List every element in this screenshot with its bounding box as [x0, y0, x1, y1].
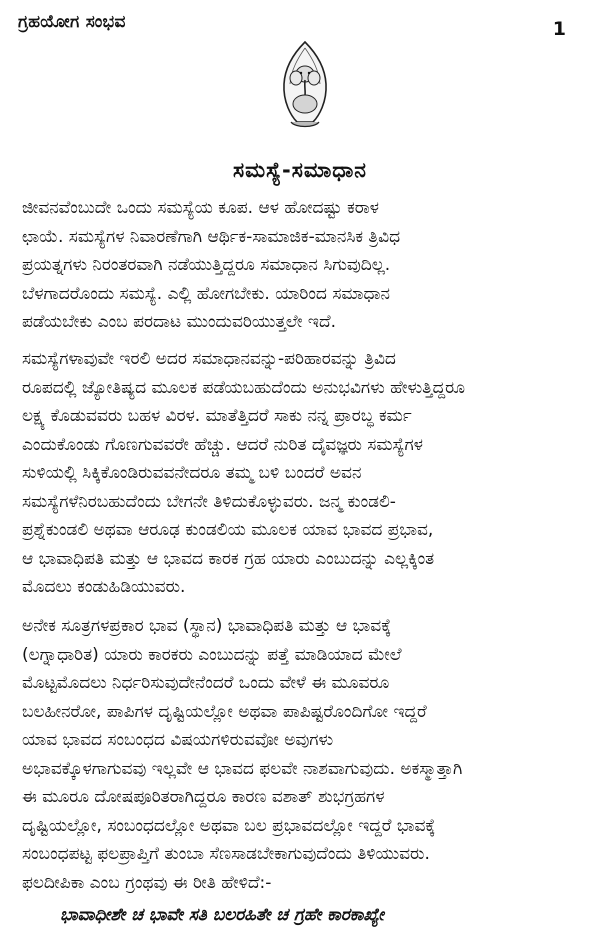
paragraph-line: ಅನೇಕ ಸೂತ್ರಗಳಪ್ರಕಾರ ಭಾವ (ಸ್ಥಾನ) ಭಾವಾಧಿಪತಿ ಮತ್ತು ಆ ಭಾವಕ್ಕೆ — [22, 616, 392, 636]
paragraph-line: ಸಂಬಂಧಪಟ್ಟ ಫಲಪ್ರಾಪ್ತಿಗೆ ತುಂಬಾ ಸೆಣಸಾಡಬೇಕಾಗುವುದೆಂದು ತಿಳಿಯುವರು. — [22, 844, 430, 864]
paragraph-line: ರೂಪದಲ್ಲಿ ಜ್ಯೋತಿಷ್ಯದ ಮೂಲಕ ಪಡೆಯಬಹುದೆಂದು ಅನುಭವಿಗಳು ಹೇಳುತ್ತಿದ್ದರೂ — [22, 377, 465, 398]
paragraph-line: (ಲಗ್ನಾಧಾರಿತ) ಯಾರು ಕಾರಕರು ಎಂಬುದನ್ನು ಪತ್ತೆ ಮಾಡಿಯಾದ ಮೇಲೆ — [22, 644, 402, 665]
paragraph-line: ಸುಳಿಯಲ್ಲಿ ಸಿಕ್ಕಿಕೊಂಡಿರುವವನೇದರೂ ತಮ್ಮ ಬಳಿ ಬಂದರೆ ಅವನ — [22, 463, 362, 483]
page-number: 1 — [552, 18, 566, 40]
sanskrit-verse: ಭಾವಾಧೀಶೇ ಚ ಭಾವೇ ಸತಿ ಬಲರಹಿತೇ ಚ ಗ್ರಹೇ ಕಾರಕಾಖ್ಯೇ — [60, 905, 384, 925]
paragraph-line: ಫಲದೀಪಿಕಾ ಎಂಬ ಗ್ರಂಥವು ಈ ರೀತಿ ಹೇಳಿದೆ:- — [22, 872, 272, 893]
paragraph-line: ಪ್ರಶ್ನೆಕುಂಡಲಿ ಅಥವಾ ಆರೂಢ ಕುಂಡಲಿಯ ಮೂಲಕ ಯಾವ ಭಾವದ ಪ್ರಭಾವ, — [22, 520, 434, 540]
paragraph-1 — [22, 194, 580, 337]
paragraph-line: ಬೆಳಗಾದರೊಂದು ಸಮಸ್ಯೆ. ಎಲ್ಲಿ ಹೋಗಬೇಕು. ಯಾರಿಂದ ಸಮಾಧಾನ — [22, 283, 390, 304]
paragraph-line: ಯಾವ ಭಾವದ ಸಂಬಂಧದ ವಿಷಯಗಳಿರುವವೋ ಅವುಗಳು — [22, 730, 334, 750]
paragraph-line: ಮೊದಲು ಕಂಡುಹಿಡಿಯುವರು. — [22, 577, 186, 597]
running-header: ಗ್ರಹಯೋಗ ಸಂಭವ — [18, 12, 126, 32]
paragraph-line: ಈ ಮೂರೂ ದೋಷಪೂರಿತರಾಗಿದ್ದರೂ ಕಾರಣ ವಶಾತ್ ಶುಭಗ್ರಹಗಳ — [22, 787, 385, 807]
paragraph-line: ಎಂದುಕೊಂಡು ಗೊಣಗುವವರೇ ಹೆಚ್ಚು. ಆದರೆ ನುರಿತ ದೈವಜ್ಞರು ಸಮಸ್ಯೆಗಳ — [22, 434, 423, 455]
paragraph-line: ದೃಷ್ಟಿಯಲ್ಲೋ, ಸಂಬಂಧದಲ್ಲೋ ಅಥವಾ ಬಲ ಪ್ರಭಾವದಲ್ಲೋ ಇದ್ದರೆ ಭಾವಕ್ಕೆ — [22, 815, 436, 836]
paragraph-line: ಲಕ್ಷ್ಯ ಕೊಡುವವರು ಬಹಳ ವಿರಳ. ಮಾತೆತ್ತಿದರೆ ಸಾಕು ನನ್ನ ಪ್ರಾರಬ್ಧ ಕರ್ಮ — [22, 406, 412, 426]
paragraph-2 — [22, 345, 580, 602]
paragraph-line: ಮೊಟ್ಟಮೊದಲು ನಿರ್ಧರಿಸುವುದೇನೆಂದರೆ ಒಂದು ವೇಳೆ ಈ ಮೂವರೂ — [22, 673, 390, 693]
paragraph-line: ಆ ಭಾವಾಧಿಪತಿ ಮತ್ತು ಆ ಭಾವದ ಕಾರಕ ಗ್ರಹ ಯಾರು ಎಂಬುದನ್ನು ಎಲ್ಲಕ್ಕಿಂತ — [22, 548, 435, 569]
section-title: ಸಮಸ್ಯೆ-ಸಮಾಧಾನ — [233, 158, 367, 182]
paragraph-line: ಪಡೆಯಬೇಕು ಎಂಬ ಪರದಾಟ ಮುಂದುವರಿಯುತ್ತಲೇ ಇದೆ. — [22, 312, 337, 332]
paragraph-line: ಅಭಾವಕ್ಕೊಳಗಾಗುವವು ಇಲ್ಲವೇ ಆ ಭಾವದ ಫಲವೇ ನಾಶವಾಗುವುದು. ಅಕಸ್ಮಾತ್ತಾಗಿ — [22, 758, 463, 779]
paragraph-line: ಜೀವನವೆಂಬುದೇ ಒಂದು ಸಮಸ್ಯೆಯ ಕೂಪ. ಆಳ ಹೋದಷ್ಟು ಕರಾಳ — [22, 198, 380, 218]
paragraph-line: ಸಮಸ್ಯೆಗಳೆನಿರಬಹುದೆಂದು ಬೇಗನೇ ತಿಳಿದುಕೊಳ್ಳುವರು. ಜನ್ಮ ಕುಂಡಲಿ- — [22, 491, 396, 512]
paragraph-line: ಪ್ರಯತ್ನಗಳು ನಿರಂತರವಾಗಿ ನಡೆಯುತ್ತಿದ್ದರೂ ಸಮಾಧಾನ ಸಿಗುವುದಿಲ್ಲ. — [22, 255, 391, 275]
paragraph-3 — [22, 612, 580, 897]
paragraph-line: ಬಲಹೀನರೋ, ಪಾಪಿಗಳ ದೃಷ್ಟಿಯಲ್ಲೋ ಅಥವಾ ಪಾಪಿಷ್ಟರೊಂದಿಗೋ ಇದ್ದರೆ — [22, 701, 427, 722]
ganesha-emblem-icon — [277, 38, 333, 134]
paragraph-line: ಸಮಸ್ಯೆಗಳಾವುವೇ ಇರಲಿ ಅದರ ಸಮಾಧಾನವನ್ನು-ಪರಿಹಾರವನ್ನು ತ್ರಿವಿದ — [22, 349, 396, 369]
paragraph-line: ಛಾಯೆ. ಸಮಸ್ಯೆಗಳ ನಿವಾರಣೆಗಾಗಿ ಆರ್ಥಿಕ-ಸಾಮಾಜಿಕ-ಮಾನಸಿಕ ತ್ರಿವಿಧ — [22, 226, 401, 247]
